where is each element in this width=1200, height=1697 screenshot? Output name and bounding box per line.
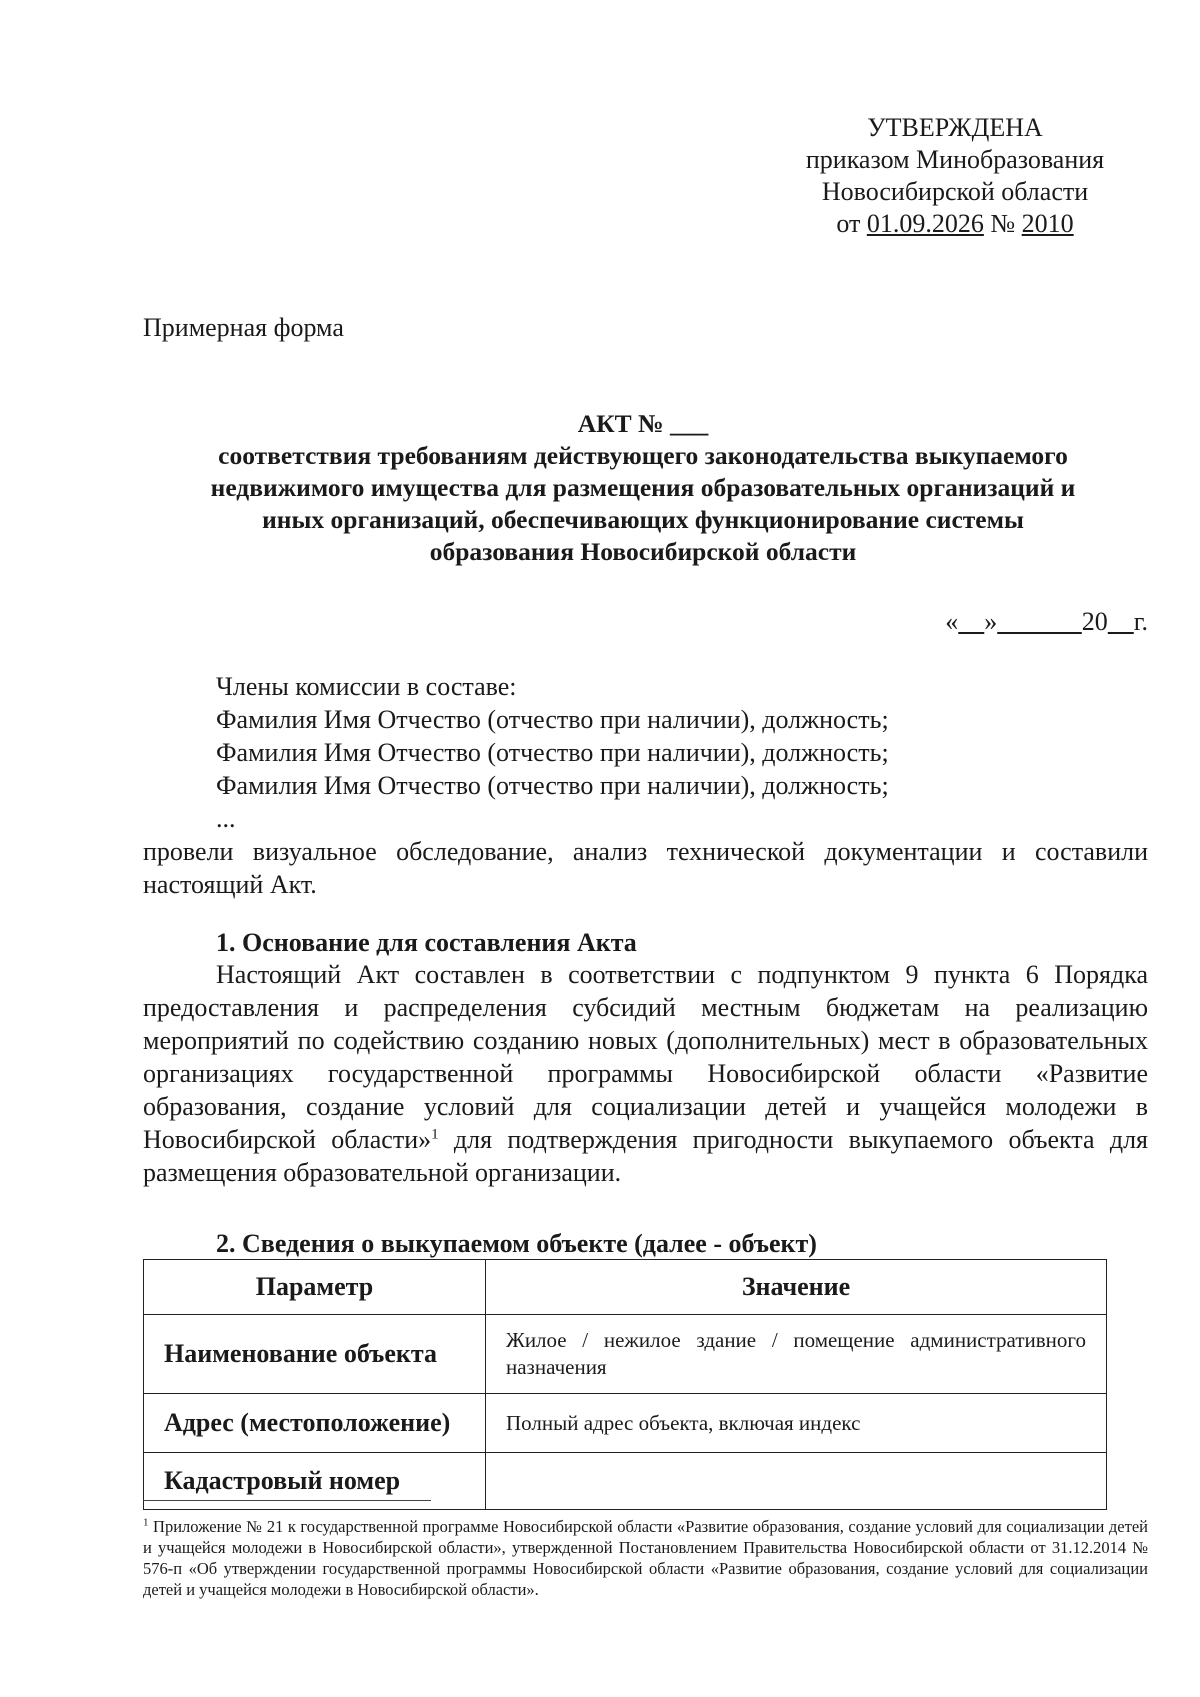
section-2-heading: 2. Сведения о выкупаемом объекте (далее - объект) [216, 1229, 817, 1258]
act-title-line-1: соответствия требованиям действующего законодательства выкупаемого [218, 441, 1068, 470]
approval-title: УТВЕРЖДЕНА [867, 113, 1043, 142]
approval-region-line: Новосибирской области [821, 177, 1089, 206]
member-row: Фамилия Имя Отчество (отчество при наличии), должность; [216, 705, 889, 734]
act-title-line-3: иных организаций, обеспечивающих функционирование системы [262, 505, 1024, 534]
section-1-text-tail: для подтверждения пригодности выкупаемого объекта для размещения образовательной организации. [143, 1125, 1148, 1187]
act-title-line-2: недвижимого имущества для размещения образовательных организаций и [210, 473, 1076, 502]
date-year-blank [1108, 607, 1134, 636]
conclusion-paragraph: провели визуальное обследование, анализ технической документации и составили настоящий Акт. [143, 837, 1148, 899]
form-label: Примерная форма [143, 313, 344, 342]
date-year-prefix: 20 [1081, 607, 1108, 636]
date-day-blank [958, 607, 984, 636]
section-1-heading: 1. Основание для составления Акта [216, 928, 637, 957]
table-header-param: Параметр [144, 1260, 486, 1315]
table-cell-value: Полный адрес объекта, включая индекс [486, 1394, 1107, 1453]
table-cell-param: Кадастровый номер [144, 1453, 486, 1510]
section-1-text: Настоящий Акт составлен в соответствии с подпунктом 9 пункта 6 Порядка предоставления и распределения субсидий местным бюджетам на реализацию мероприятий по содействию созданию новых (дополнительных) мест в образовательных организациях государственной программы Новосибирской области «Развитие образования, создание условий для социализации детей и учащейся молодежи в Новосибирской области» [143, 960, 1148, 1154]
approval-date-line [735, 208, 1175, 240]
table-header-value: Значение [486, 1260, 1107, 1315]
commission-members [216, 670, 1176, 835]
approval-date: 01.09.2026 [866, 209, 984, 238]
table-row [144, 1394, 1107, 1453]
approval-stamp [735, 112, 1175, 240]
table-cell-value [486, 1453, 1107, 1510]
act-date-line [945, 606, 1148, 638]
table-cell-param: Наименование объекта [144, 1315, 486, 1394]
section-1-body [143, 958, 1148, 1189]
footnote-text: Приложение № 21 к государственной программе Новосибирской области «Развитие образования, создание условий для социализации детей и учащейся молодежи в Новосибирской области», утвержденной Постановлением Правительства Новосибирской области от 31.12.2014 № 576-п «Об утверждении государственной программы Новосибирской области «Развитие образования, создание условий для социализации детей и учащейся молодежи в Новосибирской области». [143, 1517, 1148, 1599]
member-row: Фамилия Имя Отчество (отчество при наличии), должность; [216, 771, 889, 800]
act-title-line-4: образования Новосибирской области [429, 537, 857, 566]
approval-order-line: приказом Минобразования [805, 145, 1105, 174]
members-heading: Члены комиссии в составе: [216, 672, 517, 701]
table-cell-value: Жилое / нежилое здание / помещение административного назначения [486, 1315, 1107, 1394]
approval-date-prefix: от [836, 209, 867, 238]
footnote [143, 1516, 1148, 1600]
footnote-reference: 1 [431, 1126, 439, 1143]
member-row: Фамилия Имя Отчество (отчество при наличии), должность; [216, 738, 889, 767]
date-open-quote: « [945, 607, 959, 636]
date-close-quote: » [984, 607, 998, 636]
footnote-separator [143, 1500, 431, 1501]
date-month-blank [997, 607, 1082, 636]
members-ellipsis: ... [216, 804, 236, 833]
footnote-marker: 1 [143, 1516, 149, 1529]
table-row [144, 1315, 1107, 1394]
act-title [143, 408, 1143, 568]
object-info-table [143, 1259, 1107, 1510]
table-cell-param: Адрес (местоположение) [144, 1394, 486, 1453]
approval-number-prefix: № [983, 209, 1022, 238]
approval-number: 2010 [1021, 209, 1074, 238]
table-header-row [144, 1260, 1107, 1315]
act-number: АКТ № ___ [577, 409, 709, 438]
date-suffix: г. [1133, 607, 1148, 636]
